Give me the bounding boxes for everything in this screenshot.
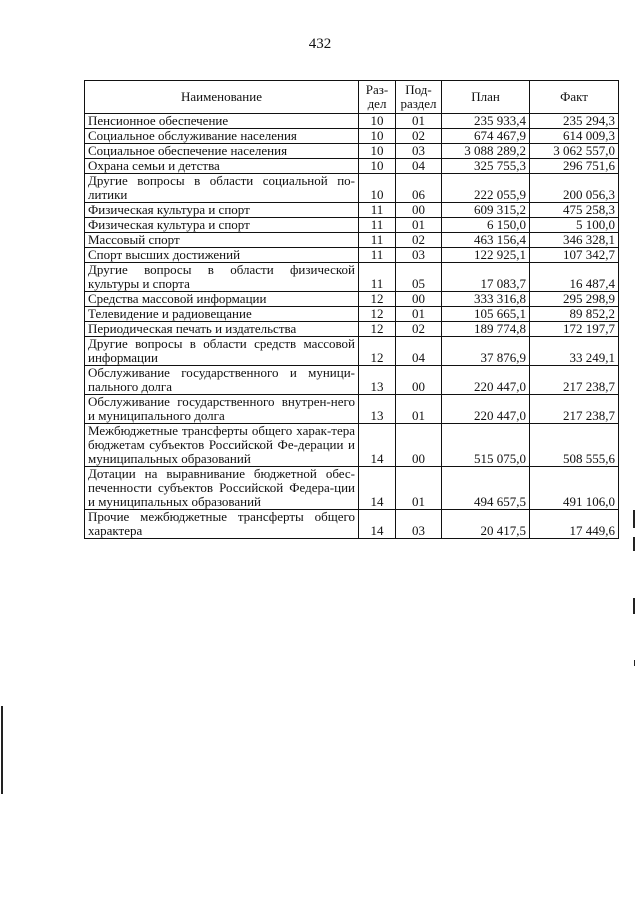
table-row	[85, 307, 619, 322]
row-plan: 189 774,8	[442, 322, 530, 337]
row-subsection: 03	[396, 510, 442, 539]
table-row	[85, 510, 619, 539]
scan-margin-mark	[633, 537, 635, 551]
header-section: Раз- дел	[359, 81, 396, 114]
table-row	[85, 233, 619, 248]
table-row	[85, 248, 619, 263]
row-fact: 3 062 557,0	[530, 144, 619, 159]
table-row	[85, 395, 619, 424]
table-row	[85, 218, 619, 233]
table-row	[85, 337, 619, 366]
row-section: 10	[359, 129, 396, 144]
row-name: Массовый спорт	[85, 233, 359, 248]
row-section: 12	[359, 322, 396, 337]
row-name: Обслуживание государственного внутрен-него и муниципального долга	[85, 395, 359, 424]
scan-margin-mark	[633, 510, 635, 528]
row-section: 14	[359, 467, 396, 510]
row-section: 11	[359, 263, 396, 292]
row-plan: 222 055,9	[442, 174, 530, 203]
row-plan: 6 150,0	[442, 218, 530, 233]
table-row	[85, 129, 619, 144]
row-plan: 609 315,2	[442, 203, 530, 218]
row-subsection: 01	[396, 218, 442, 233]
row-fact: 614 009,3	[530, 129, 619, 144]
scan-margin-mark	[634, 660, 635, 666]
row-plan: 333 316,8	[442, 292, 530, 307]
table-row	[85, 467, 619, 510]
row-fact: 508 555,6	[530, 424, 619, 467]
row-name: Межбюджетные трансферты общего харак-тера бюджетам субъектов Российской Фе-дерации и муниципальных образований	[85, 424, 359, 467]
row-name: Физическая культура и спорт	[85, 218, 359, 233]
row-subsection: 03	[396, 248, 442, 263]
row-fact: 5 100,0	[530, 218, 619, 233]
table-row	[85, 174, 619, 203]
row-section: 10	[359, 114, 396, 129]
header-fact: Факт	[530, 81, 619, 114]
row-section: 11	[359, 203, 396, 218]
row-section: 10	[359, 144, 396, 159]
scan-margin-mark	[1, 706, 3, 794]
row-section: 12	[359, 307, 396, 322]
row-fact: 33 249,1	[530, 337, 619, 366]
table-row	[85, 292, 619, 307]
row-name: Телевидение и радиовещание	[85, 307, 359, 322]
page-number: 432	[308, 36, 332, 52]
row-name: Обслуживание государственного и муници-пального долга	[85, 366, 359, 395]
row-subsection: 02	[396, 322, 442, 337]
row-section: 13	[359, 366, 396, 395]
row-plan: 122 925,1	[442, 248, 530, 263]
row-fact: 200 056,3	[530, 174, 619, 203]
table-row	[85, 144, 619, 159]
row-section: 11	[359, 218, 396, 233]
row-plan: 37 876,9	[442, 337, 530, 366]
row-fact: 217 238,7	[530, 366, 619, 395]
row-plan: 220 447,0	[442, 395, 530, 424]
row-name: Охрана семьи и детства	[85, 159, 359, 174]
row-subsection: 00	[396, 366, 442, 395]
header-plan: План	[442, 81, 530, 114]
row-fact: 17 449,6	[530, 510, 619, 539]
table-row	[85, 203, 619, 218]
row-plan: 17 083,7	[442, 263, 530, 292]
row-subsection: 06	[396, 174, 442, 203]
row-fact: 235 294,3	[530, 114, 619, 129]
row-plan: 235 933,4	[442, 114, 530, 129]
table-row	[85, 322, 619, 337]
table-row	[85, 263, 619, 292]
row-name: Дотации на выравнивание бюджетной обес-печенности субъектов Российской Федера-ции и муниципальных образований	[85, 467, 359, 510]
table-header-row	[85, 81, 619, 114]
row-name: Другие вопросы в области социальной по-литики	[85, 174, 359, 203]
row-subsection: 01	[396, 114, 442, 129]
row-subsection: 02	[396, 129, 442, 144]
row-plan: 220 447,0	[442, 366, 530, 395]
row-name: Пенсионное обеспечение	[85, 114, 359, 129]
row-fact: 217 238,7	[530, 395, 619, 424]
row-fact: 475 258,3	[530, 203, 619, 218]
row-subsection: 04	[396, 159, 442, 174]
row-subsection: 01	[396, 307, 442, 322]
row-subsection: 00	[396, 424, 442, 467]
header-subsection: Под- раздел	[396, 81, 442, 114]
row-plan: 515 075,0	[442, 424, 530, 467]
table-body	[85, 114, 619, 539]
row-plan: 463 156,4	[442, 233, 530, 248]
row-section: 11	[359, 233, 396, 248]
row-section: 14	[359, 510, 396, 539]
row-plan: 674 467,9	[442, 129, 530, 144]
row-name: Периодическая печать и издательства	[85, 322, 359, 337]
row-fact: 296 751,6	[530, 159, 619, 174]
budget-table	[84, 80, 619, 539]
table-row	[85, 366, 619, 395]
row-name: Прочие межбюджетные трансферты общего характера	[85, 510, 359, 539]
row-plan: 494 657,5	[442, 467, 530, 510]
row-fact: 295 298,9	[530, 292, 619, 307]
row-plan: 105 665,1	[442, 307, 530, 322]
row-fact: 89 852,2	[530, 307, 619, 322]
row-fact: 491 106,0	[530, 467, 619, 510]
row-name: Спорт высших достижений	[85, 248, 359, 263]
row-section: 12	[359, 292, 396, 307]
row-subsection: 04	[396, 337, 442, 366]
scan-margin-mark	[633, 598, 635, 614]
row-fact: 346 328,1	[530, 233, 619, 248]
row-section: 11	[359, 248, 396, 263]
row-subsection: 00	[396, 292, 442, 307]
row-subsection: 03	[396, 144, 442, 159]
row-subsection: 01	[396, 467, 442, 510]
row-name: Средства массовой информации	[85, 292, 359, 307]
row-fact: 107 342,7	[530, 248, 619, 263]
row-plan: 20 417,5	[442, 510, 530, 539]
row-plan: 325 755,3	[442, 159, 530, 174]
row-name: Другие вопросы в области физической культуры и спорта	[85, 263, 359, 292]
row-name: Социальное обслуживание населения	[85, 129, 359, 144]
row-plan: 3 088 289,2	[442, 144, 530, 159]
row-section: 14	[359, 424, 396, 467]
row-name: Социальное обеспечение населения	[85, 144, 359, 159]
row-subsection: 02	[396, 233, 442, 248]
row-subsection: 05	[396, 263, 442, 292]
table-row	[85, 114, 619, 129]
row-subsection: 01	[396, 395, 442, 424]
row-subsection: 00	[396, 203, 442, 218]
row-section: 12	[359, 337, 396, 366]
row-fact: 16 487,4	[530, 263, 619, 292]
row-name: Физическая культура и спорт	[85, 203, 359, 218]
row-name: Другие вопросы в области средств массовой информации	[85, 337, 359, 366]
row-section: 13	[359, 395, 396, 424]
header-name: Наименование	[85, 81, 359, 114]
row-fact: 172 197,7	[530, 322, 619, 337]
row-section: 10	[359, 159, 396, 174]
row-section: 10	[359, 174, 396, 203]
table-row	[85, 159, 619, 174]
table-row	[85, 424, 619, 467]
